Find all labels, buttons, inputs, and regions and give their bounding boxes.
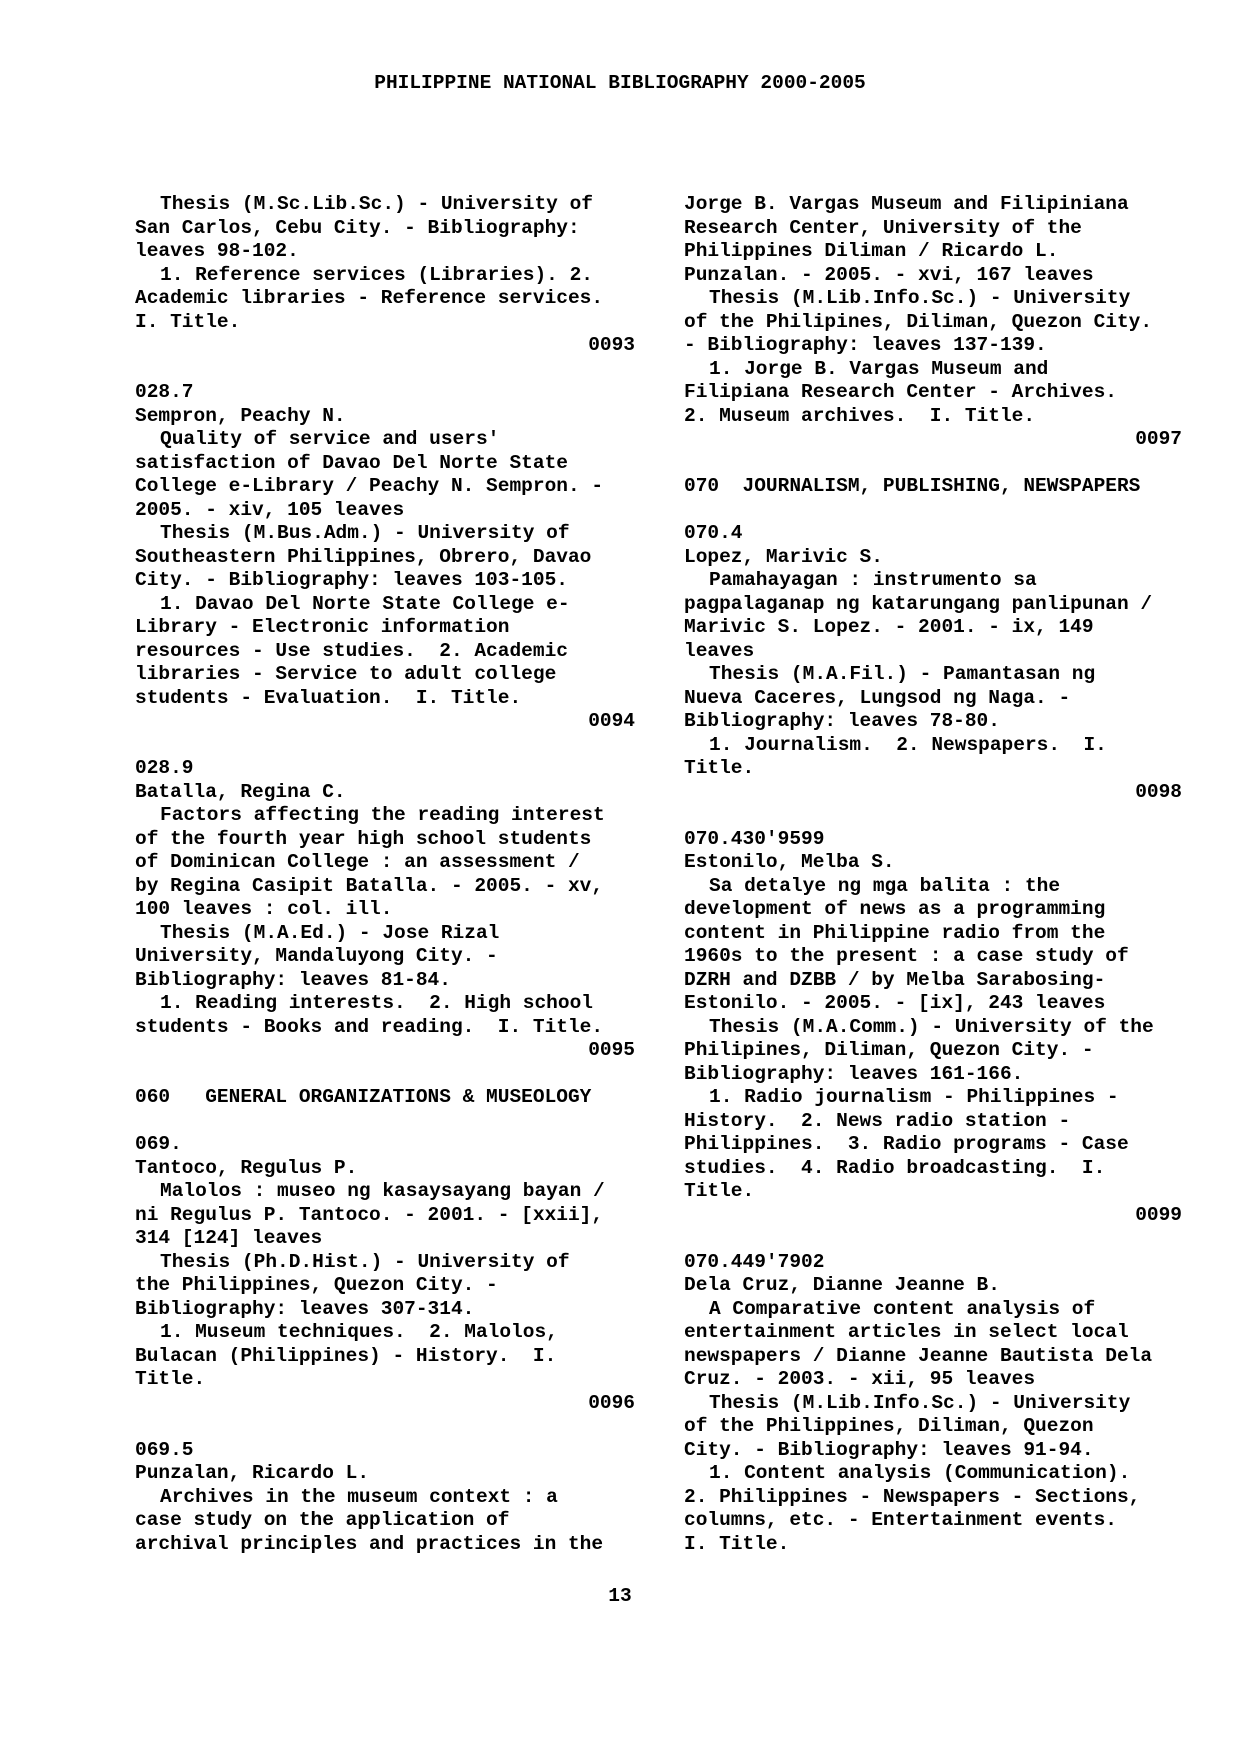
text-line: students - Evaluation. I. Title. bbox=[135, 686, 522, 709]
entry-number: 0093 bbox=[588, 334, 635, 356]
entry-number: 0099 bbox=[1135, 1203, 1182, 1226]
text-line: 314 [124] leaves bbox=[135, 1227, 323, 1249]
text-line: 1. Content analysis (Communication). bbox=[709, 1462, 1131, 1484]
text-line: City. - Bibliography: leaves 91-94. bbox=[684, 1438, 1094, 1461]
text-line: Thesis (M.Lib.Info.Sc.) - University bbox=[709, 287, 1131, 309]
text-line: 1960s to the present : a case study of bbox=[684, 945, 1129, 967]
text-line: Archives in the museum context : a bbox=[160, 1485, 558, 1508]
text-line: Quality of service and users' bbox=[160, 428, 500, 450]
text-line: of the Philipines, Diliman, Quezon City. bbox=[684, 310, 1153, 333]
text-line: City. - Bibliography: leaves 103-105. bbox=[135, 569, 568, 591]
text-line: Research Center, University of the bbox=[684, 216, 1082, 239]
text-line: Dela Cruz, Dianne Jeanne B. bbox=[684, 1274, 1000, 1296]
text-line: leaves bbox=[684, 639, 755, 662]
text-line: 070.4 bbox=[684, 522, 743, 544]
text-line: Thesis (M.A.Ed.) - Jose Rizal bbox=[160, 921, 500, 944]
text-line: satisfaction of Davao Del Norte State bbox=[135, 451, 568, 474]
text-line: studies. 4. Radio broadcasting. I. bbox=[684, 1156, 1106, 1179]
text-line: content in Philippine radio from the bbox=[684, 921, 1106, 944]
text-line: Title. bbox=[684, 757, 755, 779]
text-line: 1. Reading interests. 2. High school bbox=[160, 992, 593, 1014]
text-line: - Bibliography: leaves 137-139. bbox=[684, 334, 1047, 356]
text-line: entertainment articles in select local bbox=[684, 1321, 1129, 1343]
text-line: Title. bbox=[684, 1180, 755, 1202]
text-line: 070.430'9599 bbox=[684, 827, 825, 850]
text-line: of the fourth year high school students bbox=[135, 827, 592, 850]
text-line: Factors affecting the reading interest bbox=[160, 804, 605, 826]
text-line: 2. Philippines - Newspapers - Sections, bbox=[684, 1485, 1141, 1508]
blank-line bbox=[135, 1110, 635, 1134]
text-line: Sa detalye ng mga balita : the bbox=[709, 874, 1061, 897]
page-number: 13 bbox=[608, 1585, 632, 1607]
text-line: 1. Davao Del Norte State College e- bbox=[160, 592, 570, 615]
text-line: 1. Museum techniques. 2. Malolos, bbox=[160, 1321, 558, 1343]
text-line: Marivic S. Lopez. - 2001. - ix, 149 bbox=[684, 616, 1094, 638]
text-line: Tantoco, Regulus P. bbox=[135, 1156, 358, 1179]
text-line: Title. bbox=[135, 1368, 206, 1390]
text-line: Punzalan. - 2005. - xvi, 167 leaves bbox=[684, 263, 1094, 286]
text-line: columns, etc. - Entertainment events. bbox=[684, 1509, 1117, 1531]
page-header: PHILIPPINE NATIONAL BIBLIOGRAPHY 2000-2005 bbox=[374, 72, 866, 94]
text-line: Thesis (M.A.Comm.) - University of the bbox=[709, 1015, 1154, 1038]
text-line: 2005. - xiv, 105 leaves bbox=[135, 498, 405, 521]
text-line: Estonilo. - 2005. - [ix], 243 leaves bbox=[684, 992, 1106, 1014]
text-line: ni Regulus P. Tantoco. - 2001. - [xxii], bbox=[135, 1203, 604, 1226]
text-line: Bibliography: leaves 161-166. bbox=[684, 1062, 1024, 1085]
text-line: leaves 98-102. bbox=[135, 240, 299, 262]
text-line: Batalla, Regina C. bbox=[135, 780, 346, 803]
text-line: Malolos : museo ng kasaysayang bayan / bbox=[160, 1180, 605, 1202]
right-column bbox=[684, 193, 1194, 1556]
text-line: libraries - Service to adult college bbox=[135, 663, 557, 685]
entry-number: 0094 bbox=[588, 710, 635, 732]
text-line: Academic libraries - Reference services. bbox=[135, 287, 604, 309]
text-line: Thesis (M.Lib.Info.Sc.) - University bbox=[709, 1391, 1131, 1414]
text-line: by Regina Casipit Batalla. - 2005. - xv, bbox=[135, 874, 604, 897]
text-line: 069. bbox=[135, 1133, 182, 1155]
text-line: resources - Use studies. 2. Academic bbox=[135, 639, 568, 662]
blank-line bbox=[684, 1227, 1194, 1251]
text-line: A Comparative content analysis of bbox=[709, 1297, 1096, 1320]
entry-number: 0095 bbox=[588, 1039, 635, 1061]
text-line: I. Title. bbox=[684, 1532, 790, 1555]
blank-line bbox=[684, 452, 1194, 476]
text-line: 1. Radio journalism - Philippines - bbox=[709, 1086, 1119, 1108]
text-line: pagpalaganap ng katarungang panlipunan / bbox=[684, 592, 1153, 615]
text-line: Lopez, Marivic S. bbox=[684, 545, 883, 568]
entry-number: 0097 bbox=[1135, 428, 1182, 450]
text-line: Philipines, Diliman, Quezon City. - bbox=[684, 1039, 1094, 1061]
blank-line bbox=[135, 358, 635, 382]
text-line: 060 GENERAL ORGANIZATIONS & MUSEOLOGY bbox=[135, 1086, 592, 1108]
text-line: Nueva Caceres, Lungsod ng Naga. - bbox=[684, 686, 1071, 709]
text-line: Jorge B. Vargas Museum and Filipiniana bbox=[684, 193, 1129, 215]
text-line: Philippines Diliman / Ricardo L. bbox=[684, 240, 1059, 262]
text-line: students - Books and reading. I. Title. bbox=[135, 1015, 604, 1038]
text-line: 1. Jorge B. Vargas Museum and bbox=[709, 357, 1049, 380]
blank-line bbox=[684, 499, 1194, 523]
text-line: Bibliography: leaves 81-84. bbox=[135, 968, 451, 991]
text-line: Bibliography: leaves 78-80. bbox=[684, 710, 1000, 732]
text-line: History. 2. News radio station - bbox=[684, 1109, 1071, 1132]
text-line: DZRH and DZBB / by Melba Sarabosing- bbox=[684, 968, 1106, 991]
text-line: 1. Reference services (Libraries). 2. bbox=[160, 263, 593, 286]
text-line: the Philippines, Quezon City. - bbox=[135, 1274, 498, 1296]
text-line: I. Title. bbox=[135, 310, 241, 333]
text-line: Thesis (M.A.Fil.) - Pamantasan ng bbox=[709, 663, 1096, 685]
text-line: Filipiana Research Center - Archives. bbox=[684, 381, 1117, 403]
blank-line bbox=[135, 1415, 635, 1439]
text-line: 069.5 bbox=[135, 1438, 194, 1461]
text-line: 070 JOURNALISM, PUBLISHING, NEWSPAPERS bbox=[684, 475, 1141, 497]
text-line: Thesis (Ph.D.Hist.) - University of bbox=[160, 1250, 570, 1273]
text-line: 028.9 bbox=[135, 757, 194, 779]
text-line: 2. Museum archives. I. Title. bbox=[684, 404, 1036, 427]
text-line: of the Philippines, Diliman, Quezon bbox=[684, 1415, 1094, 1437]
text-line: Pamahayagan : instrumento sa bbox=[709, 569, 1037, 591]
text-line: Thesis (M.Bus.Adm.) - University of bbox=[160, 522, 570, 544]
left-column bbox=[135, 193, 635, 1556]
entry-number: 0096 bbox=[588, 1391, 635, 1414]
text-line: Thesis (M.Sc.Lib.Sc.) - University of bbox=[160, 193, 593, 215]
entry-number: 0098 bbox=[1135, 780, 1182, 803]
text-line: 100 leaves : col. ill. bbox=[135, 898, 393, 920]
text-line: newspapers / Dianne Jeanne Bautista Dela bbox=[684, 1344, 1153, 1367]
text-line: Bulacan (Philippines) - History. I. bbox=[135, 1344, 557, 1367]
text-line: College e-Library / Peachy N. Sempron. - bbox=[135, 475, 604, 497]
text-line: 1. Journalism. 2. Newspapers. I. bbox=[709, 733, 1107, 756]
text-line: 070.449'7902 bbox=[684, 1250, 825, 1273]
blank-line bbox=[684, 804, 1194, 828]
text-line: development of news as a programming bbox=[684, 898, 1106, 920]
blank-line bbox=[135, 1063, 635, 1087]
text-line: Philippines. 3. Radio programs - Case bbox=[684, 1133, 1129, 1155]
text-line: San Carlos, Cebu City. - Bibliography: bbox=[135, 216, 580, 239]
text-line: archival principles and practices in the bbox=[135, 1532, 604, 1555]
text-line: Punzalan, Ricardo L. bbox=[135, 1462, 370, 1484]
text-line: case study on the application of bbox=[135, 1509, 510, 1531]
text-line: 028.7 bbox=[135, 381, 194, 403]
text-line: Bibliography: leaves 307-314. bbox=[135, 1297, 475, 1320]
text-line: Library - Electronic information bbox=[135, 616, 510, 638]
text-line: Southeastern Philippines, Obrero, Davao bbox=[135, 545, 592, 568]
text-line: University, Mandaluyong City. - bbox=[135, 945, 498, 967]
text-line: Estonilo, Melba S. bbox=[684, 851, 895, 873]
blank-line bbox=[135, 734, 635, 758]
text-line: Cruz. - 2003. - xii, 95 leaves bbox=[684, 1368, 1036, 1390]
text-line: Sempron, Peachy N. bbox=[135, 404, 346, 427]
text-line: of Dominican College : an assessment / bbox=[135, 851, 580, 873]
